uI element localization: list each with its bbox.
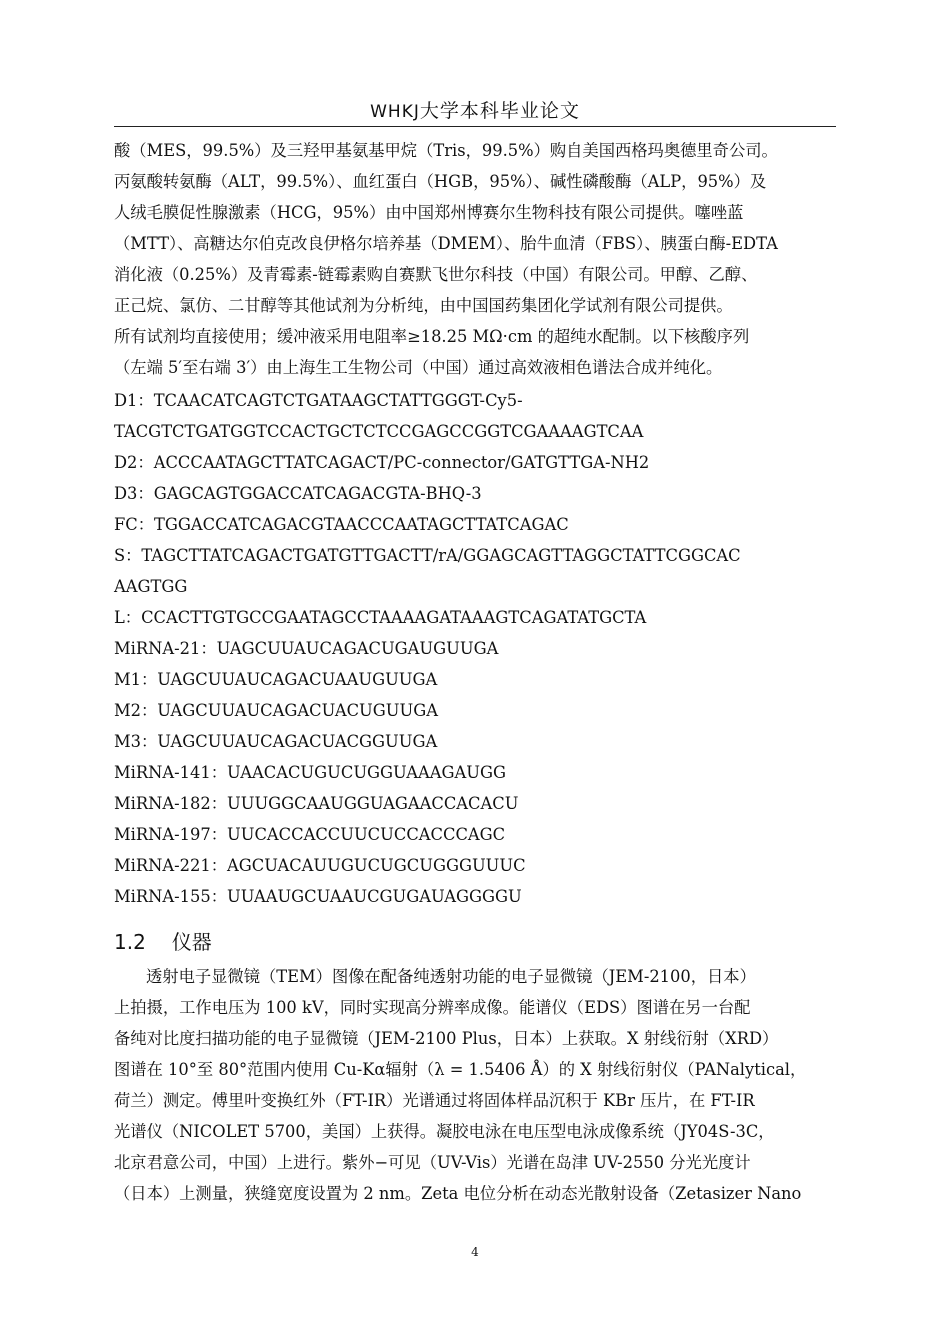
sequence-line: TACGTCTGATGGTCCACTGCTCTCCGAGCCGGTCGAAAAGTCAA [114,422,644,441]
paragraph-line: 荷兰）测定。傅里叶变换红外（FT-IR）光谱通过将固体样品沉积于 KBr 压片，在 FT-IR [114,1091,755,1110]
sequence-line: D3：GAGCAGTGGACCATCAGACGTA-BHQ-3 [114,484,482,503]
sequence-line: FC：TGGACCATCAGACGTAACCCAATAGCTTATCAGAC [114,515,569,534]
sequence-line: MiRNA-155：UUAAUGCUAAUCGUGAUAGGGGU [114,887,522,906]
sequence-line: D1：TCAACATCAGTCTGATAAGCTATTGGGT-Cy5- [114,391,523,410]
paragraph-line: 所有试剂均直接使用；缓冲液采用电阻率≥18.25 MΩ·cm 的超纯水配制。以下核酸序列 [114,327,750,346]
sequence-line: M2：UAGCUUAUCAGACUACUGUUGA [114,701,438,720]
header-divider [114,126,836,127]
sequence-line: D2：ACCCAATAGCTTATCAGACT/PC-connector/GATGTTGA-NH2 [114,453,650,472]
paragraph-line: 北京君意公司，中国）上进行。紫外−可见（UV-Vis）光谱在岛津 UV-2550 分光光度计 [114,1153,751,1172]
paragraph-line: 透射电子显微镜（TEM）图像在配备纯透射功能的电子显微镜（JEM-2100，日本） [146,967,756,986]
paragraph-line: 酸（MES，99.5%）及三羟甲基氨基甲烷（Tris，99.5%）购自美国西格玛奥德里奇公司。 [114,141,778,160]
sequence-line: AAGTGG [114,577,188,596]
paragraph-line: （左端 5′至右端 3′）由上海生工生物公司（中国）通过高效液相色谱法合成并纯化。 [114,358,723,377]
section-title: 仪器 [171,930,212,954]
section-number: 1.2 [114,930,146,954]
sequence-line: M3：UAGCUUAUCAGACUACGGUUGA [114,732,438,751]
sequence-line: L：CCACTTGTGCCGAATAGCCTAAAAGATAAAGTCAGATATGCTA [114,608,647,627]
sequence-line: MiRNA-182：UUUGGCAAUGGUAGAACCACACU [114,794,519,813]
page-header [0,96,950,123]
paragraph-line: 光谱仪（NICOLET 5700，美国）上获得。凝胶电泳在电压型电泳成像系统（JY04S-3C， [114,1122,775,1141]
paragraph-line: 人绒毛膜促性腺激素（HCG，95%）由中国郑州博赛尔生物科技有限公司提供。噻唑蓝 [114,203,744,222]
paragraph-line: 丙氨酸转氨酶（ALT，99.5%）、血红蛋白（HGB，95%）、碱性磷酸酶（ALP，95%）及 [114,172,767,191]
page-number: 4 [471,1245,479,1259]
sequence-line: M1：UAGCUUAUCAGACUAAUGUUGA [114,670,438,689]
paragraph-line: 消化液（0.25%）及青霉素-链霉素购自赛默飞世尔科技（中国）有限公司。甲醇、乙醇、 [114,265,758,284]
sequence-line: MiRNA-141：UAACACUGUCUGGUAAAGAUGG [114,763,507,782]
sequence-line: MiRNA-221：AGCUACAUUGUCUGCUGGGUUUC [114,856,526,875]
paragraph-line: （MTT）、高糖达尔伯克改良伊格尔培养基（DMEM）、胎牛血清（FBS）、胰蛋白酶-EDTA [114,234,778,253]
sequence-line: MiRNA-21：UAGCUUAUCAGACUGAUGUUGA [114,639,499,658]
sequence-line: MiRNA-197：UUCACCACCUUCUCCACCCAGC [114,825,506,844]
paragraph-line: 备纯对比度扫描功能的电子显微镜（JEM-2100 Plus，日本）上获取。X 射线衍射（XRD） [114,1029,779,1048]
paragraph-line: 正己烷、氯仿、二甘醇等其他试剂为分析纯，由中国国药集团化学试剂有限公司提供。 [114,296,733,315]
paragraph-line: （日本）上测量，狭缝宽度设置为 2 nm。Zeta 电位分析在动态光散射设备（Zetasizer Nano [114,1184,802,1203]
paragraph-line: 上拍摄，工作电压为 100 kV，同时实现高分辨率成像。能谱仪（EDS）图谱在另一台配 [114,998,751,1017]
paragraph-line: 图谱在 10°至 80°范围内使用 Cu-Kα辐射（λ = 1.5406 Å）的 X 射线衍射仪（PANalytical， [114,1060,807,1079]
header-title-latin: WHKJ [370,102,420,122]
section-heading [114,926,212,955]
sequence-line: S：TAGCTTATCAGACTGATGTTGACTT/rA/GGAGCAGTTAGGCTATTCGGCAC [114,546,741,565]
header-title-cjk: 大学本科毕业论文 [419,100,580,122]
